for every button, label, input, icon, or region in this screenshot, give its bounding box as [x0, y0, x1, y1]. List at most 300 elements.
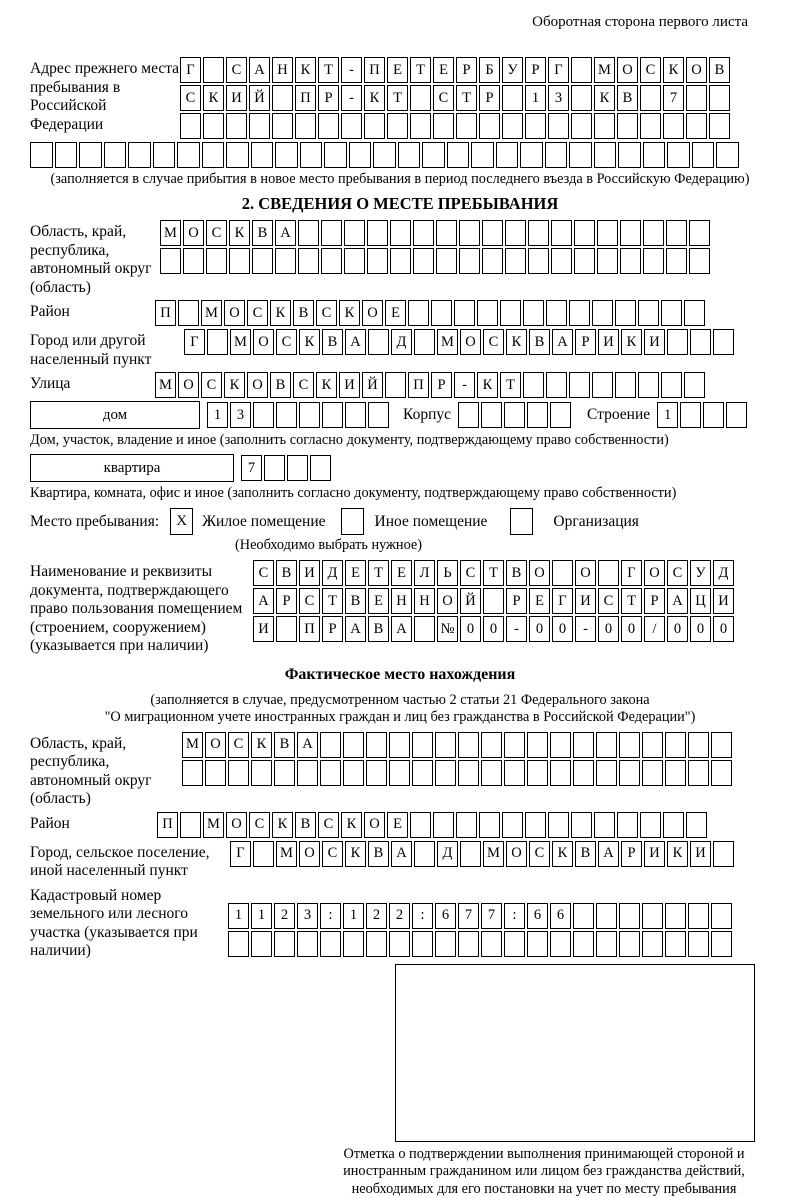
char-box	[638, 300, 659, 326]
char-box	[713, 841, 734, 867]
char-box: 1	[343, 903, 364, 929]
char-box: 0	[690, 616, 711, 642]
char-box	[366, 760, 387, 786]
char-box	[447, 142, 470, 168]
char-box	[178, 300, 199, 326]
char-box	[482, 220, 503, 246]
char-box	[684, 300, 705, 326]
char-box	[275, 142, 298, 168]
char-box	[571, 113, 592, 139]
char-box: В	[575, 841, 596, 867]
char-box: С	[253, 560, 274, 586]
char-row	[182, 732, 732, 758]
stamp-caption: Отметка о подтверждении выполнения принимающей стороной и иностранным гражданином или лицом без гражданства действий, необходимых для его постановки на учет по месту пребывания	[318, 1146, 770, 1198]
char-box	[686, 85, 707, 111]
char-box: :	[412, 903, 433, 929]
city-label: Город или другой населенный пункт	[30, 329, 184, 369]
char-box: К	[339, 300, 360, 326]
char-box: С	[180, 85, 201, 111]
char-row	[230, 841, 734, 867]
char-box: М	[437, 329, 458, 355]
char-box: А	[598, 841, 619, 867]
char-row	[180, 85, 730, 111]
option-residential-label: Жилое помещение	[202, 513, 325, 531]
char-box: 7	[458, 903, 479, 929]
char-box	[206, 248, 227, 274]
char-box: Ь	[437, 560, 458, 586]
char-box	[251, 760, 272, 786]
char-box: О	[299, 841, 320, 867]
char-box	[642, 903, 663, 929]
char-box	[458, 931, 479, 957]
char-box	[573, 931, 594, 957]
char-box	[523, 300, 544, 326]
char-box: М	[483, 841, 504, 867]
option-other-premises-label: Иное помещение	[375, 513, 488, 531]
char-box: К	[316, 372, 337, 398]
char-box: А	[552, 329, 573, 355]
char-row	[184, 329, 734, 355]
char-box	[481, 732, 502, 758]
char-box	[642, 760, 663, 786]
char-box: С	[433, 85, 454, 111]
char-box	[30, 142, 53, 168]
char-box: К	[295, 57, 316, 83]
char-box	[548, 812, 569, 838]
char-box	[274, 760, 295, 786]
char-box	[527, 732, 548, 758]
char-box	[249, 113, 270, 139]
apartment-row	[30, 454, 770, 482]
char-box: 0	[483, 616, 504, 642]
char-box	[688, 760, 709, 786]
char-box: 1	[525, 85, 546, 111]
char-box: В	[293, 300, 314, 326]
house-label-box: дом	[30, 401, 200, 429]
char-box: П	[299, 616, 320, 642]
char-row	[253, 616, 734, 642]
char-box	[349, 142, 372, 168]
char-box: Р	[621, 841, 642, 867]
char-box	[619, 760, 640, 786]
char-box: Д	[322, 560, 343, 586]
char-box	[665, 903, 686, 929]
char-box: О	[224, 300, 245, 326]
char-box: 6	[527, 903, 548, 929]
char-box	[207, 329, 228, 355]
char-box	[504, 760, 525, 786]
char-box: К	[203, 85, 224, 111]
actual-region-label: Область, край, республика, автономный округ (область)	[30, 732, 182, 809]
char-box: М	[201, 300, 222, 326]
char-box: Е	[433, 57, 454, 83]
char-box: М	[155, 372, 176, 398]
char-box: 0	[598, 616, 619, 642]
char-row	[253, 560, 734, 586]
char-box	[300, 142, 323, 168]
char-box	[548, 113, 569, 139]
char-box	[454, 300, 475, 326]
char-box	[459, 220, 480, 246]
char-box	[299, 402, 320, 428]
char-box: О	[364, 812, 385, 838]
stroenie-label: Строение	[587, 406, 650, 424]
char-box	[692, 142, 715, 168]
char-box: С	[276, 329, 297, 355]
actual-location-caption-2: "О миграционном учете иностранных граждан и лиц без гражданства в Российской Федерации")	[30, 709, 770, 727]
char-box	[663, 812, 684, 838]
char-box: О	[575, 560, 596, 586]
char-box: С	[201, 372, 222, 398]
char-box	[527, 760, 548, 786]
char-box	[390, 220, 411, 246]
char-box	[182, 760, 203, 786]
char-box	[320, 732, 341, 758]
char-box: В	[270, 372, 291, 398]
char-box: Р	[506, 588, 527, 614]
char-box	[373, 142, 396, 168]
region-label: Область, край, республика, автономный округ (область)	[30, 220, 160, 297]
char-box	[422, 142, 445, 168]
char-box	[680, 402, 701, 428]
char-box: Т	[368, 560, 389, 586]
char-box	[203, 113, 224, 139]
char-box: О	[529, 560, 550, 586]
char-row	[182, 760, 732, 786]
char-box	[389, 732, 410, 758]
char-box	[505, 248, 526, 274]
char-box: П	[295, 85, 316, 111]
char-box	[203, 57, 224, 83]
char-box	[343, 760, 364, 786]
char-box	[252, 248, 273, 274]
char-box: Т	[322, 588, 343, 614]
char-box: Н	[272, 57, 293, 83]
char-box: С	[247, 300, 268, 326]
char-box: И	[339, 372, 360, 398]
char-box: Л	[414, 560, 435, 586]
char-box: В	[368, 616, 389, 642]
char-box	[711, 903, 732, 929]
char-box: А	[297, 732, 318, 758]
char-box: Е	[368, 588, 389, 614]
char-row	[155, 300, 705, 326]
char-box	[413, 220, 434, 246]
char-box: К	[345, 841, 366, 867]
char-box: Й	[362, 372, 383, 398]
char-box: 2	[366, 903, 387, 929]
field-region	[30, 220, 770, 297]
char-box	[410, 113, 431, 139]
prev-address-overflow-row	[30, 142, 770, 168]
char-box	[205, 760, 226, 786]
char-box: 7	[241, 455, 262, 481]
char-box	[666, 248, 687, 274]
char-box	[550, 732, 571, 758]
char-box: Т	[456, 85, 477, 111]
char-box	[617, 812, 638, 838]
char-box: В	[617, 85, 638, 111]
char-box	[617, 113, 638, 139]
char-box: О	[178, 372, 199, 398]
char-box	[504, 931, 525, 957]
char-box: Й	[249, 85, 270, 111]
char-box	[436, 248, 457, 274]
char-row	[253, 588, 734, 614]
char-box: П	[157, 812, 178, 838]
char-box: А	[249, 57, 270, 83]
char-box	[387, 113, 408, 139]
char-box: Т	[621, 588, 642, 614]
char-box	[226, 113, 247, 139]
char-box: И	[598, 329, 619, 355]
char-box: А	[275, 220, 296, 246]
char-box: О	[183, 220, 204, 246]
char-box	[525, 812, 546, 838]
char-box	[551, 248, 572, 274]
char-box	[638, 372, 659, 398]
char-box	[412, 931, 433, 957]
char-box	[711, 931, 732, 957]
char-box	[390, 248, 411, 274]
field-actual-district	[30, 812, 770, 838]
stay-type-label: Место пребывания:	[30, 513, 159, 531]
char-box	[569, 300, 590, 326]
char-box	[229, 248, 250, 274]
char-box	[180, 812, 201, 838]
char-box	[500, 300, 521, 326]
char-box: Е	[529, 588, 550, 614]
cadastral-grid	[228, 884, 732, 957]
char-box: Н	[414, 588, 435, 614]
char-box: С	[226, 57, 247, 83]
char-box: П	[364, 57, 385, 83]
char-box: И	[575, 588, 596, 614]
char-box: С	[322, 841, 343, 867]
char-box	[550, 760, 571, 786]
char-box	[686, 812, 707, 838]
char-box: К	[663, 57, 684, 83]
char-box: И	[713, 588, 734, 614]
char-box	[344, 220, 365, 246]
char-box: С	[640, 57, 661, 83]
char-box	[502, 85, 523, 111]
actual-city-label: Город, сельское поселение, иной населенный пункт	[30, 841, 230, 881]
char-box	[684, 372, 705, 398]
char-box: 0	[713, 616, 734, 642]
char-box	[661, 372, 682, 398]
char-box	[295, 113, 316, 139]
char-box: 6	[435, 903, 456, 929]
char-box: О	[437, 588, 458, 614]
char-box: Р	[276, 588, 297, 614]
char-box: У	[690, 560, 711, 586]
char-box: В	[345, 588, 366, 614]
char-box	[456, 113, 477, 139]
apartment-caption: Квартира, комната, офис и иное (заполнить согласно документу, подтверждающему право собственности)	[30, 484, 770, 502]
char-box	[525, 113, 546, 139]
char-box	[343, 732, 364, 758]
char-box: М	[230, 329, 251, 355]
char-box	[596, 760, 617, 786]
char-box	[344, 248, 365, 274]
char-box	[345, 402, 366, 428]
char-box	[183, 248, 204, 274]
char-box	[482, 248, 503, 274]
char-box: С	[529, 841, 550, 867]
char-box	[410, 812, 431, 838]
char-box	[520, 142, 543, 168]
char-box	[160, 248, 181, 274]
char-box: 7	[481, 903, 502, 929]
char-box	[711, 732, 732, 758]
char-box	[550, 931, 571, 957]
char-box	[663, 113, 684, 139]
char-box	[471, 142, 494, 168]
char-box	[504, 402, 525, 428]
char-box	[689, 248, 710, 274]
char-box	[343, 931, 364, 957]
char-box: :	[320, 903, 341, 929]
char-box	[552, 560, 573, 586]
char-box: 3	[230, 402, 251, 428]
char-box	[688, 903, 709, 929]
char-box	[435, 931, 456, 957]
char-box	[571, 812, 592, 838]
char-box	[458, 760, 479, 786]
char-row	[180, 57, 730, 83]
char-box	[297, 931, 318, 957]
char-box	[298, 248, 319, 274]
char-box	[690, 329, 711, 355]
char-box	[573, 732, 594, 758]
char-box: И	[226, 85, 247, 111]
char-box	[726, 402, 747, 428]
char-box: /	[644, 616, 665, 642]
char-box	[592, 372, 613, 398]
char-box	[620, 248, 641, 274]
char-box: Е	[345, 560, 366, 586]
char-box: 0	[552, 616, 573, 642]
char-box	[55, 142, 78, 168]
char-box	[571, 85, 592, 111]
char-box	[228, 760, 249, 786]
char-box: С	[598, 588, 619, 614]
char-box	[276, 616, 297, 642]
char-box: В	[368, 841, 389, 867]
char-box	[324, 142, 347, 168]
char-box	[321, 220, 342, 246]
char-box	[408, 300, 429, 326]
char-box: А	[667, 588, 688, 614]
char-box	[502, 113, 523, 139]
char-box	[251, 142, 274, 168]
char-box: В	[529, 329, 550, 355]
char-box	[264, 455, 285, 481]
char-box: К	[477, 372, 498, 398]
char-box: О	[205, 732, 226, 758]
char-box: Т	[500, 372, 521, 398]
prev-address-grid	[180, 57, 730, 139]
char-box	[574, 220, 595, 246]
char-box	[504, 732, 525, 758]
char-box: Р	[456, 57, 477, 83]
street-label: Улица	[30, 372, 155, 394]
char-box	[546, 372, 567, 398]
char-box: М	[182, 732, 203, 758]
char-box: П	[155, 300, 176, 326]
char-box	[436, 220, 457, 246]
checkbox-organization	[510, 508, 533, 535]
char-box	[643, 220, 664, 246]
char-box	[615, 300, 636, 326]
char-box: Е	[387, 57, 408, 83]
char-box	[412, 760, 433, 786]
char-box	[481, 760, 502, 786]
char-box	[479, 113, 500, 139]
char-box	[385, 372, 406, 398]
char-box	[322, 402, 343, 428]
char-box	[546, 300, 567, 326]
char-box: М	[276, 841, 297, 867]
char-box: С	[299, 588, 320, 614]
char-box	[667, 329, 688, 355]
char-box: В	[276, 560, 297, 586]
char-box: -	[575, 616, 596, 642]
prev-address-caption: (заполняется в случае прибытия в новое место пребывания в период последнего въезда в Российскую Федерацию)	[30, 170, 770, 188]
region-grid	[160, 220, 710, 274]
char-box: Р	[479, 85, 500, 111]
char-box: И	[690, 841, 711, 867]
char-box: А	[345, 616, 366, 642]
char-box	[527, 931, 548, 957]
section2-title: 2. СВЕДЕНИЯ О МЕСТЕ ПРЕБЫВАНИЯ	[30, 194, 770, 214]
char-box	[688, 931, 709, 957]
char-box	[458, 402, 479, 428]
char-box	[458, 732, 479, 758]
char-box	[665, 732, 686, 758]
char-box: О	[506, 841, 527, 867]
char-box: О	[253, 329, 274, 355]
char-box: С	[316, 300, 337, 326]
char-box	[274, 931, 295, 957]
document-grid	[253, 560, 734, 642]
char-box	[275, 248, 296, 274]
char-box	[412, 732, 433, 758]
char-box	[318, 113, 339, 139]
char-box: -	[341, 85, 362, 111]
char-box: С	[667, 560, 688, 586]
char-box	[79, 142, 102, 168]
char-box	[596, 903, 617, 929]
char-box: И	[644, 841, 665, 867]
char-box: Р	[322, 616, 343, 642]
char-box: Е	[387, 812, 408, 838]
char-box	[615, 372, 636, 398]
char-box	[620, 220, 641, 246]
apartment-label-box: квартира	[30, 454, 234, 482]
char-box	[569, 142, 592, 168]
char-box	[460, 841, 481, 867]
char-box: В	[252, 220, 273, 246]
char-box: А	[391, 616, 412, 642]
char-box: С	[228, 732, 249, 758]
char-box	[153, 142, 176, 168]
char-box: С	[318, 812, 339, 838]
char-box: О	[460, 329, 481, 355]
stroenie-cells	[657, 402, 747, 428]
char-box	[272, 113, 293, 139]
